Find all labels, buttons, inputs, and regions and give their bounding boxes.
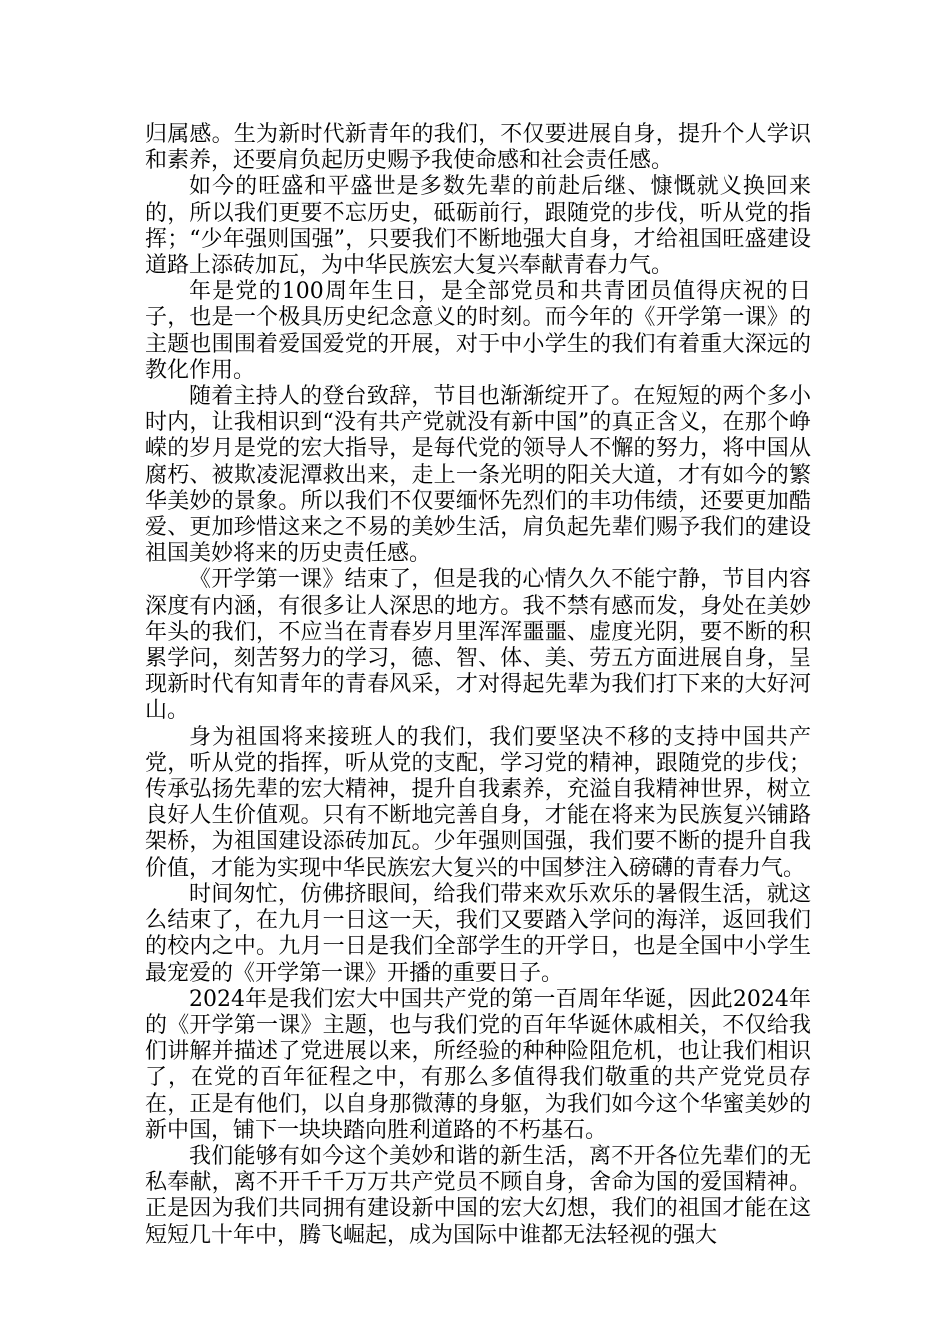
paragraph-7: 时间匆忙，仿佛挤眼间，给我们带来欢乐欢乐的暑假生活，就这么结束了，在九月一日这一天，我们又要踏入学问的海洋，返回我们的校内之中。九月一日是我们全部学生的开学日，也是全国中小学生最宠爱的《开学第一课》开播的重要日子。 xyxy=(145,881,811,986)
paragraph-4: 随着主持人的登台致辞，节目也渐渐绽开了。在短短的两个多小时内，让我相识到“没有共产党就没有新中国”的真正含义，在那个峥嵘的岁月是党的宏大指导，是每代党的领导人不懈的努力，将中国从腐朽、被欺凌泥潭救出来，走上一条光明的阳关大道，才有如今的繁华美妙的景象。所以我们不仅要缅怀先烈们的丰功伟绩，还要更加酷爱、更加珍惜这来之不易的美妙生活，肩负起先辈们赐予我们的建设祖国美妙将来的历史责任感。 xyxy=(145,384,811,567)
body-text xyxy=(145,122,811,1249)
paragraph-3: 年是党的100周年生日，是全部党员和共青团员值得庆祝的日子，也是一个极具历史纪念意义的时刻。而今年的《开学第一课》的主题也围围着爱国爱党的开展，对于中小学生的我们有着重大深远的教化作用。 xyxy=(145,279,811,383)
paragraph-2: 如今的旺盛和平盛世是多数先辈的前赴后继、慷慨就义换回来的，所以我们更要不忘历史，砥砺前行，跟随党的步伐，听从党的指挥；“少年强则国强”，只要我们不断地强大自身，才给祖国旺盛建设道路上添砖加瓦，为中华民族宏大复兴奉献青春力气。 xyxy=(145,174,811,279)
paragraph-9: 我们能够有如今这个美妙和谐的新生活，离不开各位先辈们的无私奉献，离不开千千万万共产党员不顾自身，舍命为国的爱国精神。正是因为我们共同拥有建设新中国的宏大幻想，我们的祖国才能在这短短几十年中，腾飞崛起，成为国际中谁都无法轻视的强大 xyxy=(145,1143,811,1248)
paragraph-8: 2024年是我们宏大中国共产党的第一百周年华诞，因此2024年的《开学第一课》主题，也与我们党的百年华诞休戚相关，不仅给我们讲解并描述了党进展以来，所经验的种种险阻危机，也让我们相识了，在党的百年征程之中，有那么多值得我们敬重的共产党党员存在，正是有他们，以自身那微薄的身躯，为我们如今这个华蜜美妙的新中国，铺下一块块踏向胜利道路的不朽基石。 xyxy=(145,986,811,1143)
paragraph-6: 身为祖国将来接班人的我们，我们要坚决不移的支持中国共产党，听从党的指挥，听从党的支配，学习党的精神，跟随党的步伐；传承弘扬先辈的宏大精神，提升自我素养，充溢自我精神世界，树立良好人生价值观。只有不断地完善自身，才能在将来为民族复兴铺路架桥，为祖国建设添砖加瓦。少年强则国强，我们要不断的提升自我价值，才能为实现中华民族宏大复兴的中国梦注入磅礴的青春力气。 xyxy=(145,724,811,881)
paragraph-1: 归属感。生为新时代新青年的我们，不仅要进展自身，提升个人学识和素养，还要肩负起历史赐予我使命感和社会责任感。 xyxy=(145,122,811,174)
paragraph-5: 《开学第一课》结束了，但是我的心情久久不能宁静，节目内容深度有内涵，有很多让人深思的地方。我不禁有感而发，身处在美妙年头的我们，不应当在青春岁月里浑浑噩噩、虚度光阴，要不断的积累学问，刻苦努力的学习，德、智、体、美、劳五方面进展自身，呈现新时代有知青年的青春风采，才对得起先辈为我们打下来的大好河山。 xyxy=(145,567,811,724)
